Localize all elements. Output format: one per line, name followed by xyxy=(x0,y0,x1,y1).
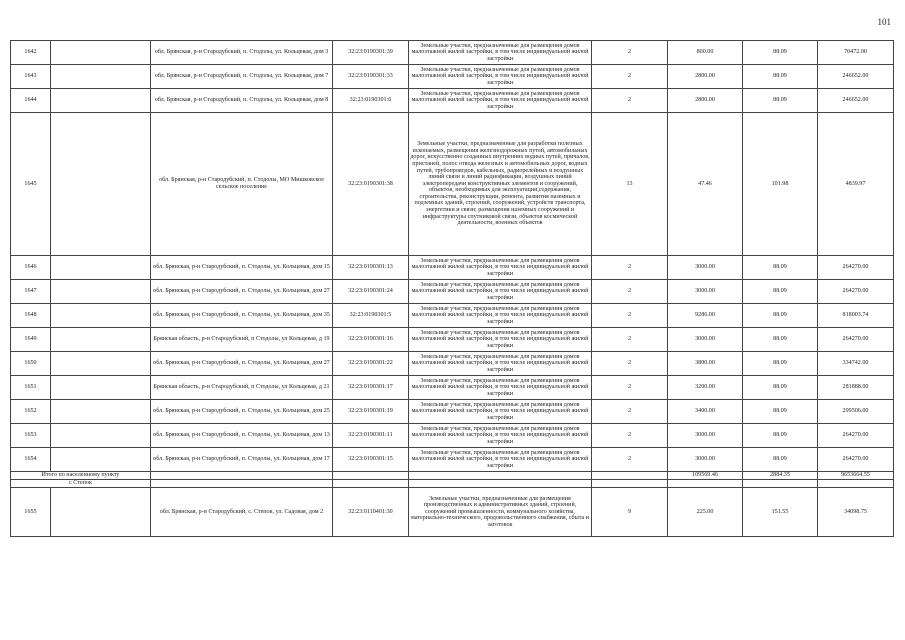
table-row xyxy=(11,280,894,304)
table-row xyxy=(11,448,894,472)
address-cell: обл. Брянская, р-н Стародубский, п. Стодолы, ул. Кольцевая, дом 25 xyxy=(151,400,333,424)
empty-cell xyxy=(51,65,151,89)
row-number: 1654 xyxy=(11,448,51,472)
address-cell: обл. Брянская, р-н Стародубский, п. Стодолы, ул. Кольцевая, дом 3 xyxy=(151,41,333,65)
area-cell: 3000.00 xyxy=(668,448,743,472)
cadastral-number-cell: 32:23:0190301:38 xyxy=(333,113,409,256)
table-row xyxy=(11,41,894,65)
area-cell: 9286.00 xyxy=(668,304,743,328)
address-cell: обл. Брянская, р-н Стародубский, п. Стодолы, ул. Кольцевая, дом 15 xyxy=(151,256,333,280)
group-cell: 2 xyxy=(592,352,668,376)
area-cell: 3000.00 xyxy=(668,256,743,280)
cadastral-number-cell: 32:23:0190301:6 xyxy=(333,89,409,113)
empty-cell xyxy=(51,376,151,400)
empty-cell xyxy=(668,480,743,488)
group-cell: 13 xyxy=(592,113,668,256)
area-cell: 3000.00 xyxy=(668,424,743,448)
value-cell: 246652.00 xyxy=(818,89,894,113)
address-cell: обл. Брянская, р-н Стародубский, п. Стодолы, ул. Кольцевая, дом 7 xyxy=(151,65,333,89)
row-number: 1648 xyxy=(11,304,51,328)
rate-cell: 151.55 xyxy=(743,488,818,537)
value-cell: 34098.75 xyxy=(818,488,894,537)
rate-cell: 88.09 xyxy=(743,41,818,65)
group-cell: 2 xyxy=(592,280,668,304)
group-cell: 9 xyxy=(592,488,668,537)
address-cell: обл. Брянская, р-н Стародубский, п. Стодолы, МО Мишковское сельское поселение xyxy=(151,113,333,256)
settlement-header-row xyxy=(11,480,894,488)
group-cell: 2 xyxy=(592,448,668,472)
table-row xyxy=(11,89,894,113)
empty-cell xyxy=(333,472,409,480)
address-cell: обл. Брянская, р-н Стародубский, с. Степок, ул. Садовая, дом 2 xyxy=(151,488,333,537)
empty-cell xyxy=(51,328,151,352)
value-cell: 264270.00 xyxy=(818,328,894,352)
rate-cell: 88.09 xyxy=(743,65,818,89)
area-cell: 2800.00 xyxy=(668,89,743,113)
row-number: 1642 xyxy=(11,41,51,65)
area-cell: 225.00 xyxy=(668,488,743,537)
empty-cell xyxy=(51,488,151,537)
land-use-cell: Земельные участки, предназначенные для размещения домов малоэтажной жилой застройки, в том числе индивидуальной жилой застройки xyxy=(409,400,592,424)
land-use-cell: Земельные участки, предназначенные для размещения домов малоэтажной жилой застройки, в том числе индивидуальной жилой застройки xyxy=(409,304,592,328)
group-cell: 2 xyxy=(592,65,668,89)
row-number: 1651 xyxy=(11,376,51,400)
cadastral-number-cell: 32:23:0110401:30 xyxy=(333,488,409,537)
empty-cell xyxy=(51,352,151,376)
area-cell: 3400.00 xyxy=(668,400,743,424)
empty-cell xyxy=(409,480,592,488)
empty-cell xyxy=(51,304,151,328)
address-cell: обл. Брянская, р-н Стародубский, п. Стодолы, ул. Кольцевая, дом 17 xyxy=(151,448,333,472)
rate-cell: 101.98 xyxy=(743,113,818,256)
land-use-cell: Земельные участки, предназначенные для размещения домов малоэтажной жилой застройки, в том числе индивидуальной жилой застройки xyxy=(409,280,592,304)
row-number: 1647 xyxy=(11,280,51,304)
value-cell: 264270.00 xyxy=(818,280,894,304)
cadastral-number-cell: 32:23:0190301:22 xyxy=(333,352,409,376)
group-cell: 2 xyxy=(592,424,668,448)
land-registry-table xyxy=(10,40,894,537)
address-cell: Брянская область, р-н Стародубский, п Стодолы, ул Кольцевая, д 19 xyxy=(151,328,333,352)
value-cell: 334742.00 xyxy=(818,352,894,376)
table-row xyxy=(11,488,894,537)
empty-cell xyxy=(333,480,409,488)
area-cell: 3200.00 xyxy=(668,376,743,400)
value-cell: 264270.00 xyxy=(818,448,894,472)
rate-cell: 88.09 xyxy=(743,376,818,400)
group-cell: 2 xyxy=(592,376,668,400)
cadastral-number-cell: 32:23:0190301:19 xyxy=(333,400,409,424)
cadastral-number-cell: 32:23:0190301:5 xyxy=(333,304,409,328)
table-row xyxy=(11,304,894,328)
address-cell: обл. Брянская, р-н Стародубский, п. Стодолы, ул. Кольцевая, дом 27 xyxy=(151,352,333,376)
empty-cell xyxy=(409,472,592,480)
rate-cell: 88.09 xyxy=(743,280,818,304)
area-cell: 800.00 xyxy=(668,41,743,65)
page-number: 101 xyxy=(877,17,891,27)
table-row xyxy=(11,376,894,400)
land-use-cell: Земельные участки, предназначенные для размещения домов малоэтажной жилой застройки, в том числе индивидуальной жилой застройки xyxy=(409,376,592,400)
land-use-cell: Земельные участки, предназначенные для размещения домов малоэтажной жилой застройки, в том числе индивидуальной жилой застройки xyxy=(409,328,592,352)
row-number: 1643 xyxy=(11,65,51,89)
empty-cell xyxy=(51,113,151,256)
table-row xyxy=(11,328,894,352)
cadastral-number-cell: 32:23:0190301:16 xyxy=(333,328,409,352)
cadastral-number-cell: 32:23:0190301:13 xyxy=(333,256,409,280)
value-cell: 818003.74 xyxy=(818,304,894,328)
address-cell: обл. Брянская, р-н Стародубский, п. Стодолы, ул. Кольцевая, дом 13 xyxy=(151,424,333,448)
table-row xyxy=(11,65,894,89)
row-number: 1650 xyxy=(11,352,51,376)
value-cell: 264270.00 xyxy=(818,424,894,448)
group-cell: 2 xyxy=(592,256,668,280)
table-row xyxy=(11,113,894,256)
total-rate-cell: 2884.35 xyxy=(743,472,818,480)
settlement-name: с Степок xyxy=(11,480,151,488)
cadastral-number-cell: 32:23:0190301:17 xyxy=(333,376,409,400)
row-number: 1652 xyxy=(11,400,51,424)
group-cell: 2 xyxy=(592,328,668,352)
land-use-cell: Земельные участки, предназначенные для размещения домов малоэтажной жилой застройки, в том числе индивидуальной жилой застройки xyxy=(409,65,592,89)
row-number: 1649 xyxy=(11,328,51,352)
value-cell: 4839.97 xyxy=(818,113,894,256)
group-cell: 2 xyxy=(592,304,668,328)
row-number: 1645 xyxy=(11,113,51,256)
empty-cell xyxy=(743,480,818,488)
address-cell: Брянская область, р-н Стародубский, п Стодолы, ул Кольцевая, д 21 xyxy=(151,376,333,400)
cadastral-number-cell: 32:23:0190301:11 xyxy=(333,424,409,448)
empty-cell xyxy=(151,480,333,488)
empty-cell xyxy=(592,480,668,488)
land-use-cell: Земельные участки, предназначенные для размещения домов малоэтажной жилой застройки, в том числе индивидуальной жилой застройки xyxy=(409,41,592,65)
empty-cell xyxy=(51,256,151,280)
land-use-cell: Земельные участки, предназначенные для размещения производственных и административных зданий, строений, сооружений промышленности, коммунального хозяйства, материально-технического, продовольственного снабжения, сбыта и заготовок xyxy=(409,488,592,537)
group-cell: 2 xyxy=(592,41,668,65)
row-number: 1655 xyxy=(11,488,51,537)
area-cell: 47.46 xyxy=(668,113,743,256)
value-cell: 281888.00 xyxy=(818,376,894,400)
row-number: 1644 xyxy=(11,89,51,113)
total-area-cell: 109569.46 xyxy=(668,472,743,480)
rate-cell: 88.09 xyxy=(743,256,818,280)
rate-cell: 88.09 xyxy=(743,352,818,376)
group-cell: 2 xyxy=(592,89,668,113)
table-row xyxy=(11,424,894,448)
value-cell: 70472.00 xyxy=(818,41,894,65)
area-cell: 2800.00 xyxy=(668,65,743,89)
address-cell: обл. Брянская, р-н Стародубский, п. Стодолы, ул. Кольцевая, дом 27 xyxy=(151,280,333,304)
empty-cell xyxy=(51,89,151,113)
cadastral-number-cell: 32:23:0190301:33 xyxy=(333,65,409,89)
address-cell: обл. Брянская, р-н Стародубский, п. Стодолы, ул. Кольцевая, дом 8 xyxy=(151,89,333,113)
empty-cell xyxy=(51,448,151,472)
empty-cell xyxy=(51,400,151,424)
settlement-total-row xyxy=(11,472,894,480)
row-number: 1653 xyxy=(11,424,51,448)
rate-cell: 88.09 xyxy=(743,89,818,113)
rate-cell: 88.09 xyxy=(743,304,818,328)
empty-cell xyxy=(592,472,668,480)
area-cell: 3000.00 xyxy=(668,280,743,304)
land-use-cell: Земельные участки, предназначенные для размещения домов малоэтажной жилой застройки, в том числе индивидуальной жилой застройки xyxy=(409,424,592,448)
area-cell: 3800.00 xyxy=(668,352,743,376)
land-use-cell: Земельные участки, предназначенные для размещения домов малоэтажной жилой застройки, в том числе индивидуальной жилой застройки xyxy=(409,89,592,113)
area-cell: 3000.00 xyxy=(668,328,743,352)
land-use-cell: Земельные участки, предназначенные для размещения домов малоэтажной жилой застройки, в том числе индивидуальной жилой застройки xyxy=(409,256,592,280)
total-value-cell: 9653664.55 xyxy=(818,472,894,480)
group-cell: 2 xyxy=(592,400,668,424)
value-cell: 299506.00 xyxy=(818,400,894,424)
value-cell: 246652.00 xyxy=(818,65,894,89)
land-use-cell: Земельные участки, предназначенные для размещения домов малоэтажной жилой застройки, в том числе индивидуальной жилой застройки xyxy=(409,352,592,376)
table-row xyxy=(11,256,894,280)
value-cell: 264270.00 xyxy=(818,256,894,280)
cadastral-number-cell: 32:23:0190301:24 xyxy=(333,280,409,304)
empty-cell xyxy=(151,472,333,480)
land-use-cell: Земельные участки, предназначенные для размещения домов малоэтажной жилой застройки, в том числе индивидуальной жилой застройки xyxy=(409,448,592,472)
rate-cell: 88.09 xyxy=(743,328,818,352)
empty-cell xyxy=(818,480,894,488)
empty-cell xyxy=(51,280,151,304)
cadastral-number-cell: 32:23:0190301:15 xyxy=(333,448,409,472)
rate-cell: 88.09 xyxy=(743,448,818,472)
empty-cell xyxy=(51,41,151,65)
table-row xyxy=(11,400,894,424)
row-number: 1646 xyxy=(11,256,51,280)
cadastral-number-cell: 32:23:0190301:39 xyxy=(333,41,409,65)
total-label: Итого по населенному пункту xyxy=(11,472,151,480)
table-row xyxy=(11,352,894,376)
land-use-cell: Земельные участки, предназначенные для разработки полезных ископаемых, размещения железнодорожных путей, автомобильных дорог, искусственно созданных внутренних водных путей, причалов, пристаней, полос отвода железных и автомобильных дорог, водных путей, трубопроводов, кабельных, радиорелейных и воздушных линий связи и линий радиофикации, воздушных линий электропередачи конструктивных элементов и сооружений, объектов, необходимых для эксплуатации,содержания, строительства, реконструкции, ремонта, развития наземных и подземных зданий, строений, сооружений, устройств транспорта, энергетики и связи; размещения наземных сооружений и инфраструктуры спутниковой связи, объектов космической деятельности, военных объектов xyxy=(409,113,592,256)
empty-cell xyxy=(51,424,151,448)
address-cell: обл. Брянская, р-н Стародубский, п. Стодолы, ул. Кольцевая, дом 35 xyxy=(151,304,333,328)
rate-cell: 88.09 xyxy=(743,400,818,424)
rate-cell: 88.09 xyxy=(743,424,818,448)
